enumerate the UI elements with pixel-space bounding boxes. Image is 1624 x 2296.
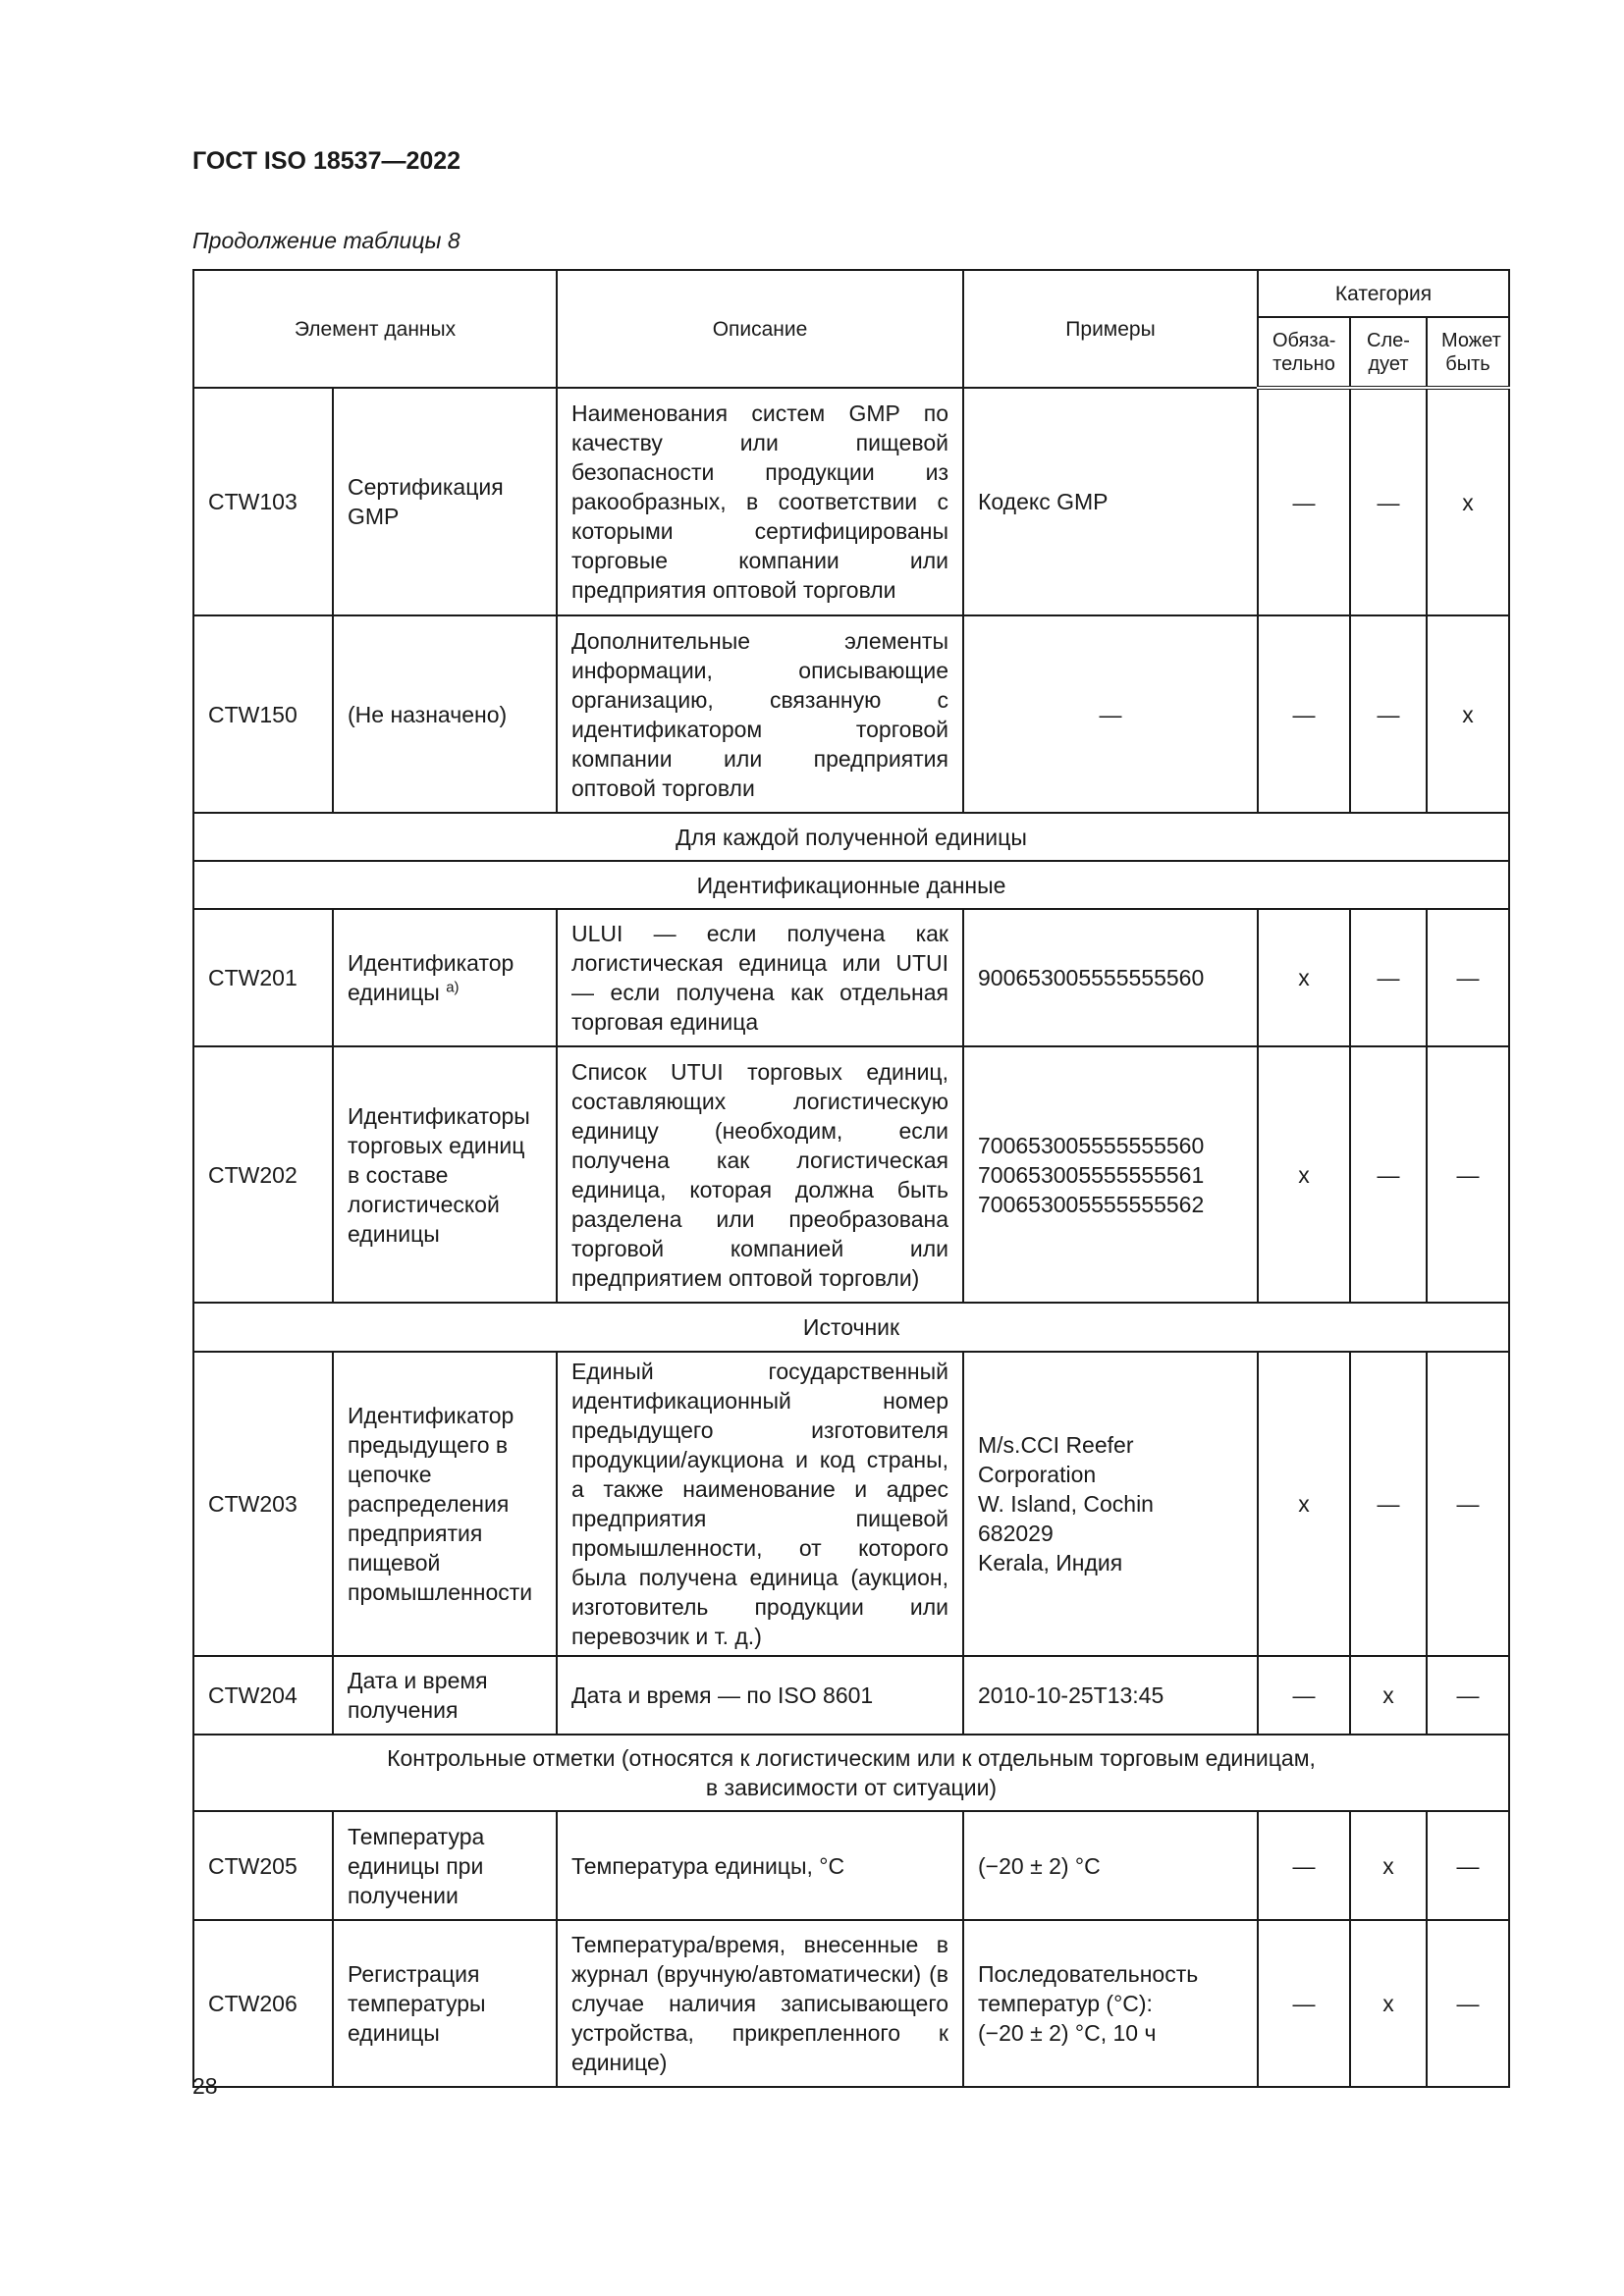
row-should: x xyxy=(1350,1920,1427,2087)
data-table xyxy=(192,269,1510,2088)
row-mandatory: — xyxy=(1258,1656,1350,1735)
row-name-text: Идентификатор единицы xyxy=(348,950,514,1005)
row-mandatory: — xyxy=(1258,1920,1350,2087)
row-name: Сертификация GMP xyxy=(333,388,557,615)
row-code: CTW103 xyxy=(193,388,333,615)
row-example: (−20 ± 2) °С xyxy=(963,1811,1258,1920)
table-row xyxy=(193,388,1509,615)
header-description: Описание xyxy=(557,270,963,388)
page-number: 28 xyxy=(192,2073,218,2099)
row-may: x xyxy=(1427,615,1509,813)
row-may: — xyxy=(1427,909,1509,1046)
row-mandatory: x xyxy=(1258,1352,1350,1656)
row-mandatory: — xyxy=(1258,615,1350,813)
row-code: CTW205 xyxy=(193,1811,333,1920)
table-row xyxy=(193,1811,1509,1920)
row-may: — xyxy=(1427,1352,1509,1656)
header-category: Категория xyxy=(1258,270,1509,317)
row-description: Наименования систем GMP по качеству или пищевой безопасности продукции из ракообразных, в соответствии с которыми сертифицированы торговые компании или предприятия оптовой торговли xyxy=(557,388,963,615)
row-name: Регистрация температуры единицы xyxy=(333,1920,557,2087)
document-title: ГОСТ ISO 18537—2022 xyxy=(192,147,461,175)
row-should: x xyxy=(1350,1656,1427,1735)
row-name: Температура единицы при получении xyxy=(333,1811,557,1920)
row-description: ULUI — если получена как логистическая единица или UTUI — если получена как отдельная торговая единица xyxy=(557,909,963,1046)
row-code: CTW206 xyxy=(193,1920,333,2087)
header-element: Элемент данных xyxy=(193,270,557,388)
header-should: Сле- дует xyxy=(1350,317,1427,388)
row-example: 900653005555555560 xyxy=(963,909,1258,1046)
header-examples: Примеры xyxy=(963,270,1258,388)
row-should: — xyxy=(1350,388,1427,615)
row-name: (Не назначено) xyxy=(333,615,557,813)
row-description: Единый государственный идентификационный номер предыдущего изготовителя продукции/аукциона и код страны, а также наименование и адрес предприятия пищевой промышленности, от которого была получена единица (аукцион, изготовитель продукции или перевозчик и т. д.) xyxy=(557,1352,963,1656)
row-should: — xyxy=(1350,1352,1427,1656)
row-mandatory: x xyxy=(1258,1046,1350,1303)
row-name: Дата и время получения xyxy=(333,1656,557,1735)
table-row xyxy=(193,1656,1509,1735)
row-description: Дата и время — по ISO 8601 xyxy=(557,1656,963,1735)
header-mandatory: Обяза- тельно xyxy=(1258,317,1350,388)
row-example: Кодекс GMP xyxy=(963,388,1258,615)
row-may: x xyxy=(1427,388,1509,615)
row-name xyxy=(333,909,557,1046)
row-may: — xyxy=(1427,1920,1509,2087)
row-should: — xyxy=(1350,1046,1427,1303)
row-code: CTW204 xyxy=(193,1656,333,1735)
row-description: Температура/время, внесенные в журнал (вручную/автоматически) (в случае наличия записывающего устройства, прикрепленного к единице) xyxy=(557,1920,963,2087)
row-description: Дополнительные элементы информации, описывающие организацию, связанную с идентификатором торговой компании или предприятия оптовой торговли xyxy=(557,615,963,813)
row-may: — xyxy=(1427,1046,1509,1303)
section-each-unit: Для каждой полученной единицы xyxy=(193,813,1509,861)
row-example: — xyxy=(963,615,1258,813)
row-name: Идентификатор предыдущего в цепочке распределения предприятия пищевой промышленности xyxy=(333,1352,557,1656)
table-row xyxy=(193,1920,1509,2087)
table-row xyxy=(193,909,1509,1046)
row-should: x xyxy=(1350,1811,1427,1920)
row-should: — xyxy=(1350,909,1427,1046)
row-may: — xyxy=(1427,1811,1509,1920)
row-description: Температура единицы, °С xyxy=(557,1811,963,1920)
table-row xyxy=(193,1352,1509,1656)
row-name-footnote: а) xyxy=(446,979,460,996)
row-code: CTW203 xyxy=(193,1352,333,1656)
section-source: Источник xyxy=(193,1303,1509,1352)
row-code: CTW150 xyxy=(193,615,333,813)
row-example: M/s.CCI Reefer Corporation W. Island, Cochin 682029 Kerala, Индия xyxy=(963,1352,1258,1656)
row-description: Список UTUI торговых единиц, составляющих логистическую единицу (необходим, если получена как логистическая единица, которая должна быть разделена или преобразована торговой компанией или предприятием оптовой торговли) xyxy=(557,1046,963,1303)
header-may: Может быть xyxy=(1427,317,1509,388)
section-identification: Идентификационные данные xyxy=(193,861,1509,909)
row-code: CTW202 xyxy=(193,1046,333,1303)
row-example: Последовательность температур (°С): (−20 ± 2) °С, 10 ч xyxy=(963,1920,1258,2087)
table-caption: Продолжение таблицы 8 xyxy=(192,228,460,253)
table-row xyxy=(193,1046,1509,1303)
table-row xyxy=(193,615,1509,813)
row-mandatory: x xyxy=(1258,909,1350,1046)
row-mandatory: — xyxy=(1258,1811,1350,1920)
row-example: 2010-10-25T13:45 xyxy=(963,1656,1258,1735)
row-example: 700653005555555560 700653005555555561 700653005555555562 xyxy=(963,1046,1258,1303)
row-mandatory: — xyxy=(1258,388,1350,615)
row-name: Идентификаторы торговых единиц в составе логистической единицы xyxy=(333,1046,557,1303)
row-should: — xyxy=(1350,615,1427,813)
row-code: CTW201 xyxy=(193,909,333,1046)
row-may: — xyxy=(1427,1656,1509,1735)
section-control-marks: Контрольные отметки (относятся к логистическим или к отдельным торговым единицам, в зависимости от ситуации) xyxy=(193,1735,1509,1811)
